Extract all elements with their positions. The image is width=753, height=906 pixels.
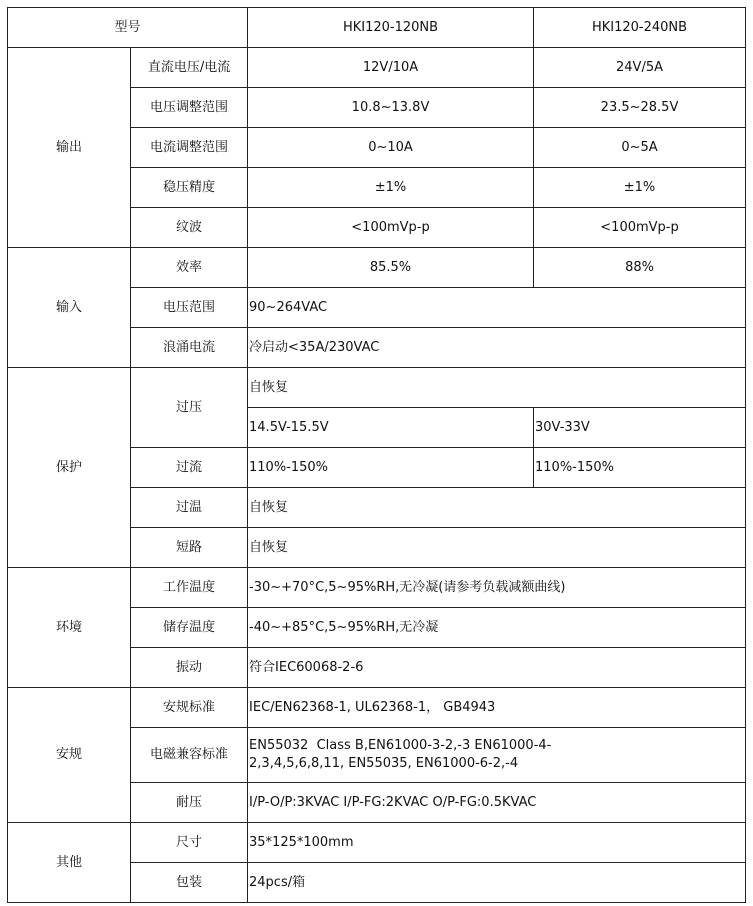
- value-a: 10.8~13.8V: [248, 88, 534, 128]
- safety-row-standards: [8, 688, 746, 728]
- spec-table: [7, 7, 746, 903]
- row-label: 过流: [131, 448, 248, 488]
- value-a: 14.5V-15.5V: [248, 408, 534, 448]
- value-a: <100mVp-p: [248, 208, 534, 248]
- row-label: 尺寸: [131, 823, 248, 863]
- value-b: 30V-33V: [534, 408, 746, 448]
- row-label: 包装: [131, 863, 248, 903]
- row-label: 振动: [131, 648, 248, 688]
- group-environment: 环境: [8, 568, 131, 688]
- value-shared: IEC/EN62368-1, UL62368-1， GB4943: [248, 688, 746, 728]
- value-a: ±1%: [248, 168, 534, 208]
- value-b: 88%: [534, 248, 746, 288]
- value-a: 85.5%: [248, 248, 534, 288]
- row-label: 过压: [131, 368, 248, 448]
- row-label: 稳压精度: [131, 168, 248, 208]
- value-shared: 90~264VAC: [248, 288, 746, 328]
- row-label: 电磁兼容标准: [131, 728, 248, 783]
- value-shared: 24pcs/箱: [248, 863, 746, 903]
- value-b: 23.5~28.5V: [534, 88, 746, 128]
- header-row: [8, 8, 746, 48]
- value-shared: I/P-O/P:3KVAC I/P-FG:2KVAC O/P-FG:0.5KVAC: [248, 783, 746, 823]
- row-label: 电压调整范围: [131, 88, 248, 128]
- row-label: 安规标准: [131, 688, 248, 728]
- other-row-size: [8, 823, 746, 863]
- value-shared: 35*125*100mm: [248, 823, 746, 863]
- row-label: 耐压: [131, 783, 248, 823]
- row-label: 工作温度: [131, 568, 248, 608]
- value-shared: [248, 728, 746, 783]
- group-other: 其他: [8, 823, 131, 903]
- value-shared: 自恢复: [248, 528, 746, 568]
- value-b: 110%-150%: [534, 448, 746, 488]
- emc-line-2: 2,3,4,5,6,8,11, EN55035, EN61000-6-2,-4: [249, 756, 519, 771]
- value-shared: 自恢复: [248, 488, 746, 528]
- row-label: 浪涌电流: [131, 328, 248, 368]
- row-label: 电压范围: [131, 288, 248, 328]
- group-output: 输出: [8, 48, 131, 248]
- value-a: 110%-150%: [248, 448, 534, 488]
- group-safety: 安规: [8, 688, 131, 823]
- value-b: 24V/5A: [534, 48, 746, 88]
- emc-line-1: EN55032 Class B,EN61000-3-2,-3 EN61000-4-: [249, 738, 552, 753]
- protection-row-overvoltage-note: [8, 368, 746, 408]
- input-row-efficiency: [8, 248, 746, 288]
- value-b: 0~5A: [534, 128, 746, 168]
- value-shared: 自恢复: [248, 368, 746, 408]
- value-a: 12V/10A: [248, 48, 534, 88]
- value-shared: -30~+70°C,5~95%RH,无冷凝(请参考负载减额曲线): [248, 568, 746, 608]
- group-input: 输入: [8, 248, 131, 368]
- value-b: <100mVp-p: [534, 208, 746, 248]
- value-a: 0~10A: [248, 128, 534, 168]
- header-model-b: HKI120-240NB: [534, 8, 746, 48]
- row-label: 纹波: [131, 208, 248, 248]
- value-shared: -40~+85°C,5~95%RH,无冷凝: [248, 608, 746, 648]
- output-row-voltage-current: [8, 48, 746, 88]
- header-model-a: HKI120-120NB: [248, 8, 534, 48]
- value-shared: 符合IEC60068-2-6: [248, 648, 746, 688]
- row-label: 过温: [131, 488, 248, 528]
- header-model-label: 型号: [8, 8, 248, 48]
- row-label: 直流电压/电流: [131, 48, 248, 88]
- row-label: 效率: [131, 248, 248, 288]
- value-b: ±1%: [534, 168, 746, 208]
- row-label: 电流调整范围: [131, 128, 248, 168]
- group-protection: 保护: [8, 368, 131, 568]
- env-row-operating-temp: [8, 568, 746, 608]
- row-label: 短路: [131, 528, 248, 568]
- value-shared: 冷启动<35A/230VAC: [248, 328, 746, 368]
- row-label: 储存温度: [131, 608, 248, 648]
